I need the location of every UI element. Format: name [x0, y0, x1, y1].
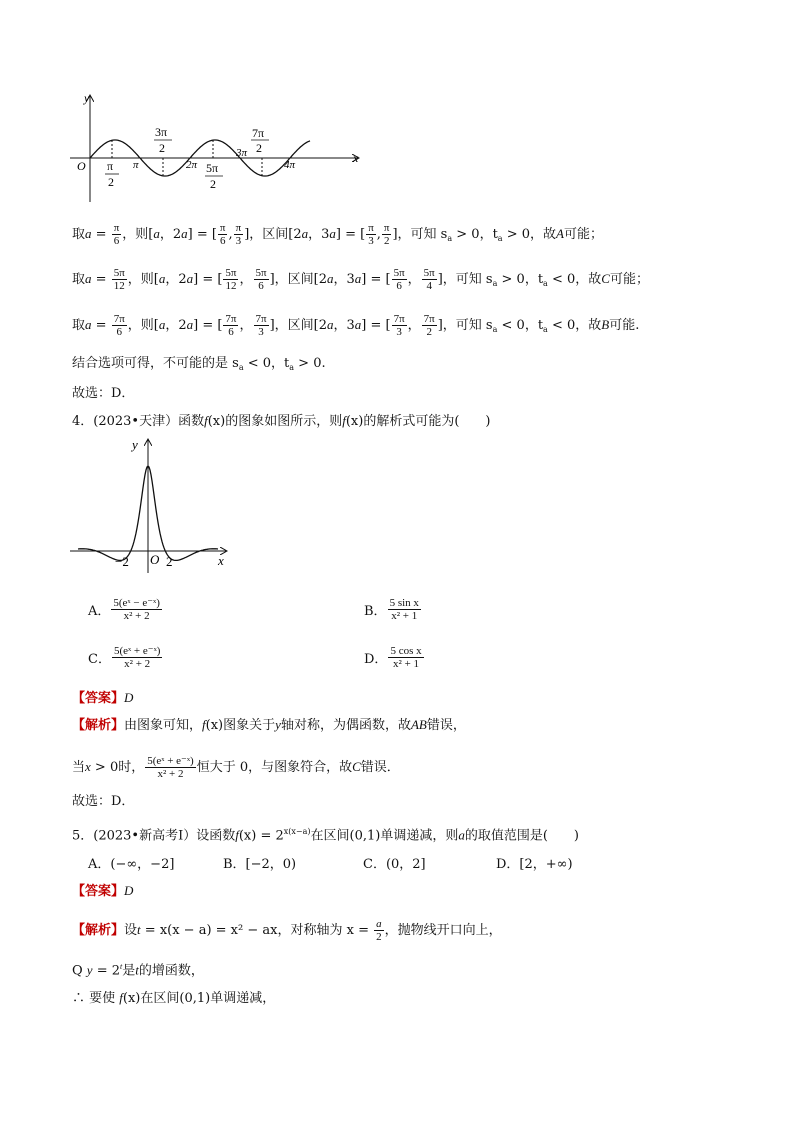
- choose-line-4: 故选：D．: [72, 794, 135, 809]
- case-line-1: 取a = $\frac{\pi}{6}$ ，则[a，2a] = [ $\frac{\pi}{6}$ , $\frac{\pi}{3}$ ]，区间[2a，3a] = [ $\frac{\pi}{3}$ , $\frac{\pi}{2}$ ]，可知 $s_a > 0$，$t_a > 0$，故A可能；: [72, 222, 603, 247]
- five-pi-half-den: 2: [210, 177, 216, 191]
- pos-two-label: 2: [166, 554, 173, 569]
- bell-graph: [68, 435, 238, 575]
- analysis-4-line-2: 当x > 0时， $\frac{\text{5(eˣ + e⁻ˣ)}}{\text{x² + 2}}$ 恒大于 0，与图象符合，故C错误．: [72, 755, 400, 780]
- x-label: x: [353, 151, 359, 165]
- two-pi-label: 2π: [186, 159, 198, 171]
- three-pi-half-den: 2: [159, 141, 165, 155]
- question-5-stem: 5．(2023•新高考Ⅰ）设函数$f(x) = 2^{x(x-a)}$在区间(0,1)单调递减，则a的取值范围是( ): [72, 827, 580, 844]
- analysis-5-line-2: Q $y = 2^t$是t的增函数，: [72, 962, 204, 979]
- option-5-A[interactable]: A．(−∞，−2]: [88, 857, 175, 872]
- sine-graph: [70, 90, 370, 205]
- pi-label: π: [133, 159, 139, 171]
- four-pi-label: 4π: [284, 159, 296, 171]
- choose-line-3: 故选：D．: [72, 386, 135, 401]
- five-pi-half-num: 5π: [206, 161, 219, 175]
- option-4-A[interactable]: A． $\frac{\text{5(eˣ − e⁻ˣ)}}{\text{x² + 2}}$: [88, 597, 160, 622]
- seven-pi-half-num: 7π: [252, 126, 265, 140]
- option-4-C[interactable]: C． $\frac{\text{5(eˣ + e⁻ˣ)}}{\text{x² + 2}}$: [88, 645, 161, 670]
- option-5-D[interactable]: D．[2，+∞): [496, 857, 573, 872]
- neg-two-label: −2: [115, 554, 129, 569]
- origin-label: O: [77, 159, 86, 173]
- analysis-5-line-1: 【解析】设t = x(x − a) = x² − ax，对称轴为 x = $\frac{a}{2}$ ，抛物线开口向上，: [72, 918, 502, 943]
- case-line-2: 取a = $\frac{5\pi}{12}$ ，则[a，2a] = [ $\frac{5\pi}{12}$ ， $\frac{5\pi}{6}$ ]，区间[2a，3a] = [ $\frac{5\pi}{6}$ ， $\frac{5\pi}{4}$ ]，可知 $s_a > 0$，$t_a < 0$，故C可能；: [72, 267, 649, 292]
- x-label: x: [218, 553, 224, 568]
- pi-half-den: 2: [108, 175, 114, 189]
- analysis-4-line-1: 【解析】由图象可知，f(x)图象关于y轴对称，为偶函数，故AB错误，: [72, 717, 466, 733]
- option-4-D[interactable]: D． $\frac{\text{5 cos x}}{\text{x² + 1}}$: [364, 645, 422, 670]
- seven-pi-half-den: 2: [256, 141, 262, 155]
- y-label: y: [132, 437, 138, 452]
- option-4-B[interactable]: B． $\frac{\text{5 sin x}}{\text{x² + 1}}$: [364, 597, 419, 622]
- y-label: y: [84, 91, 90, 105]
- case-line-3: 取a = $\frac{7\pi}{6}$ ，则[a，2a] = [ $\frac{7\pi}{6}$ ， $\frac{7\pi}{3}$ ]，区间[2a，3a] = [ $\frac{7\pi}{3}$ ， $\frac{7\pi}{2}$ ]，可知 $s_a < 0$，$t_a < 0$，故B可能.: [72, 313, 640, 338]
- three-pi-label: 3π: [236, 147, 248, 159]
- option-5-C[interactable]: C．(0，2]: [363, 857, 426, 872]
- option-5-B[interactable]: B．[−2，0): [223, 857, 297, 872]
- three-pi-half-num: 3π: [155, 125, 168, 139]
- analysis-5-line-3: ∴ 要使 f(x)在区间(0,1)单调递减，: [72, 990, 276, 1006]
- origin-label: O: [150, 552, 160, 567]
- answer-4: 【答案】D: [72, 690, 134, 706]
- answer-5: 【答案】D: [72, 883, 134, 899]
- pi-half-num: π: [107, 159, 114, 173]
- conclusion-line: 结合选项可得，不可能的是 $s_a < 0$，$t_a > 0$.: [72, 356, 326, 372]
- question-4-stem: 4．(2023•天津）函数f(x)的图象如图所示，则f(x)的解析式可能为( ): [72, 413, 491, 429]
